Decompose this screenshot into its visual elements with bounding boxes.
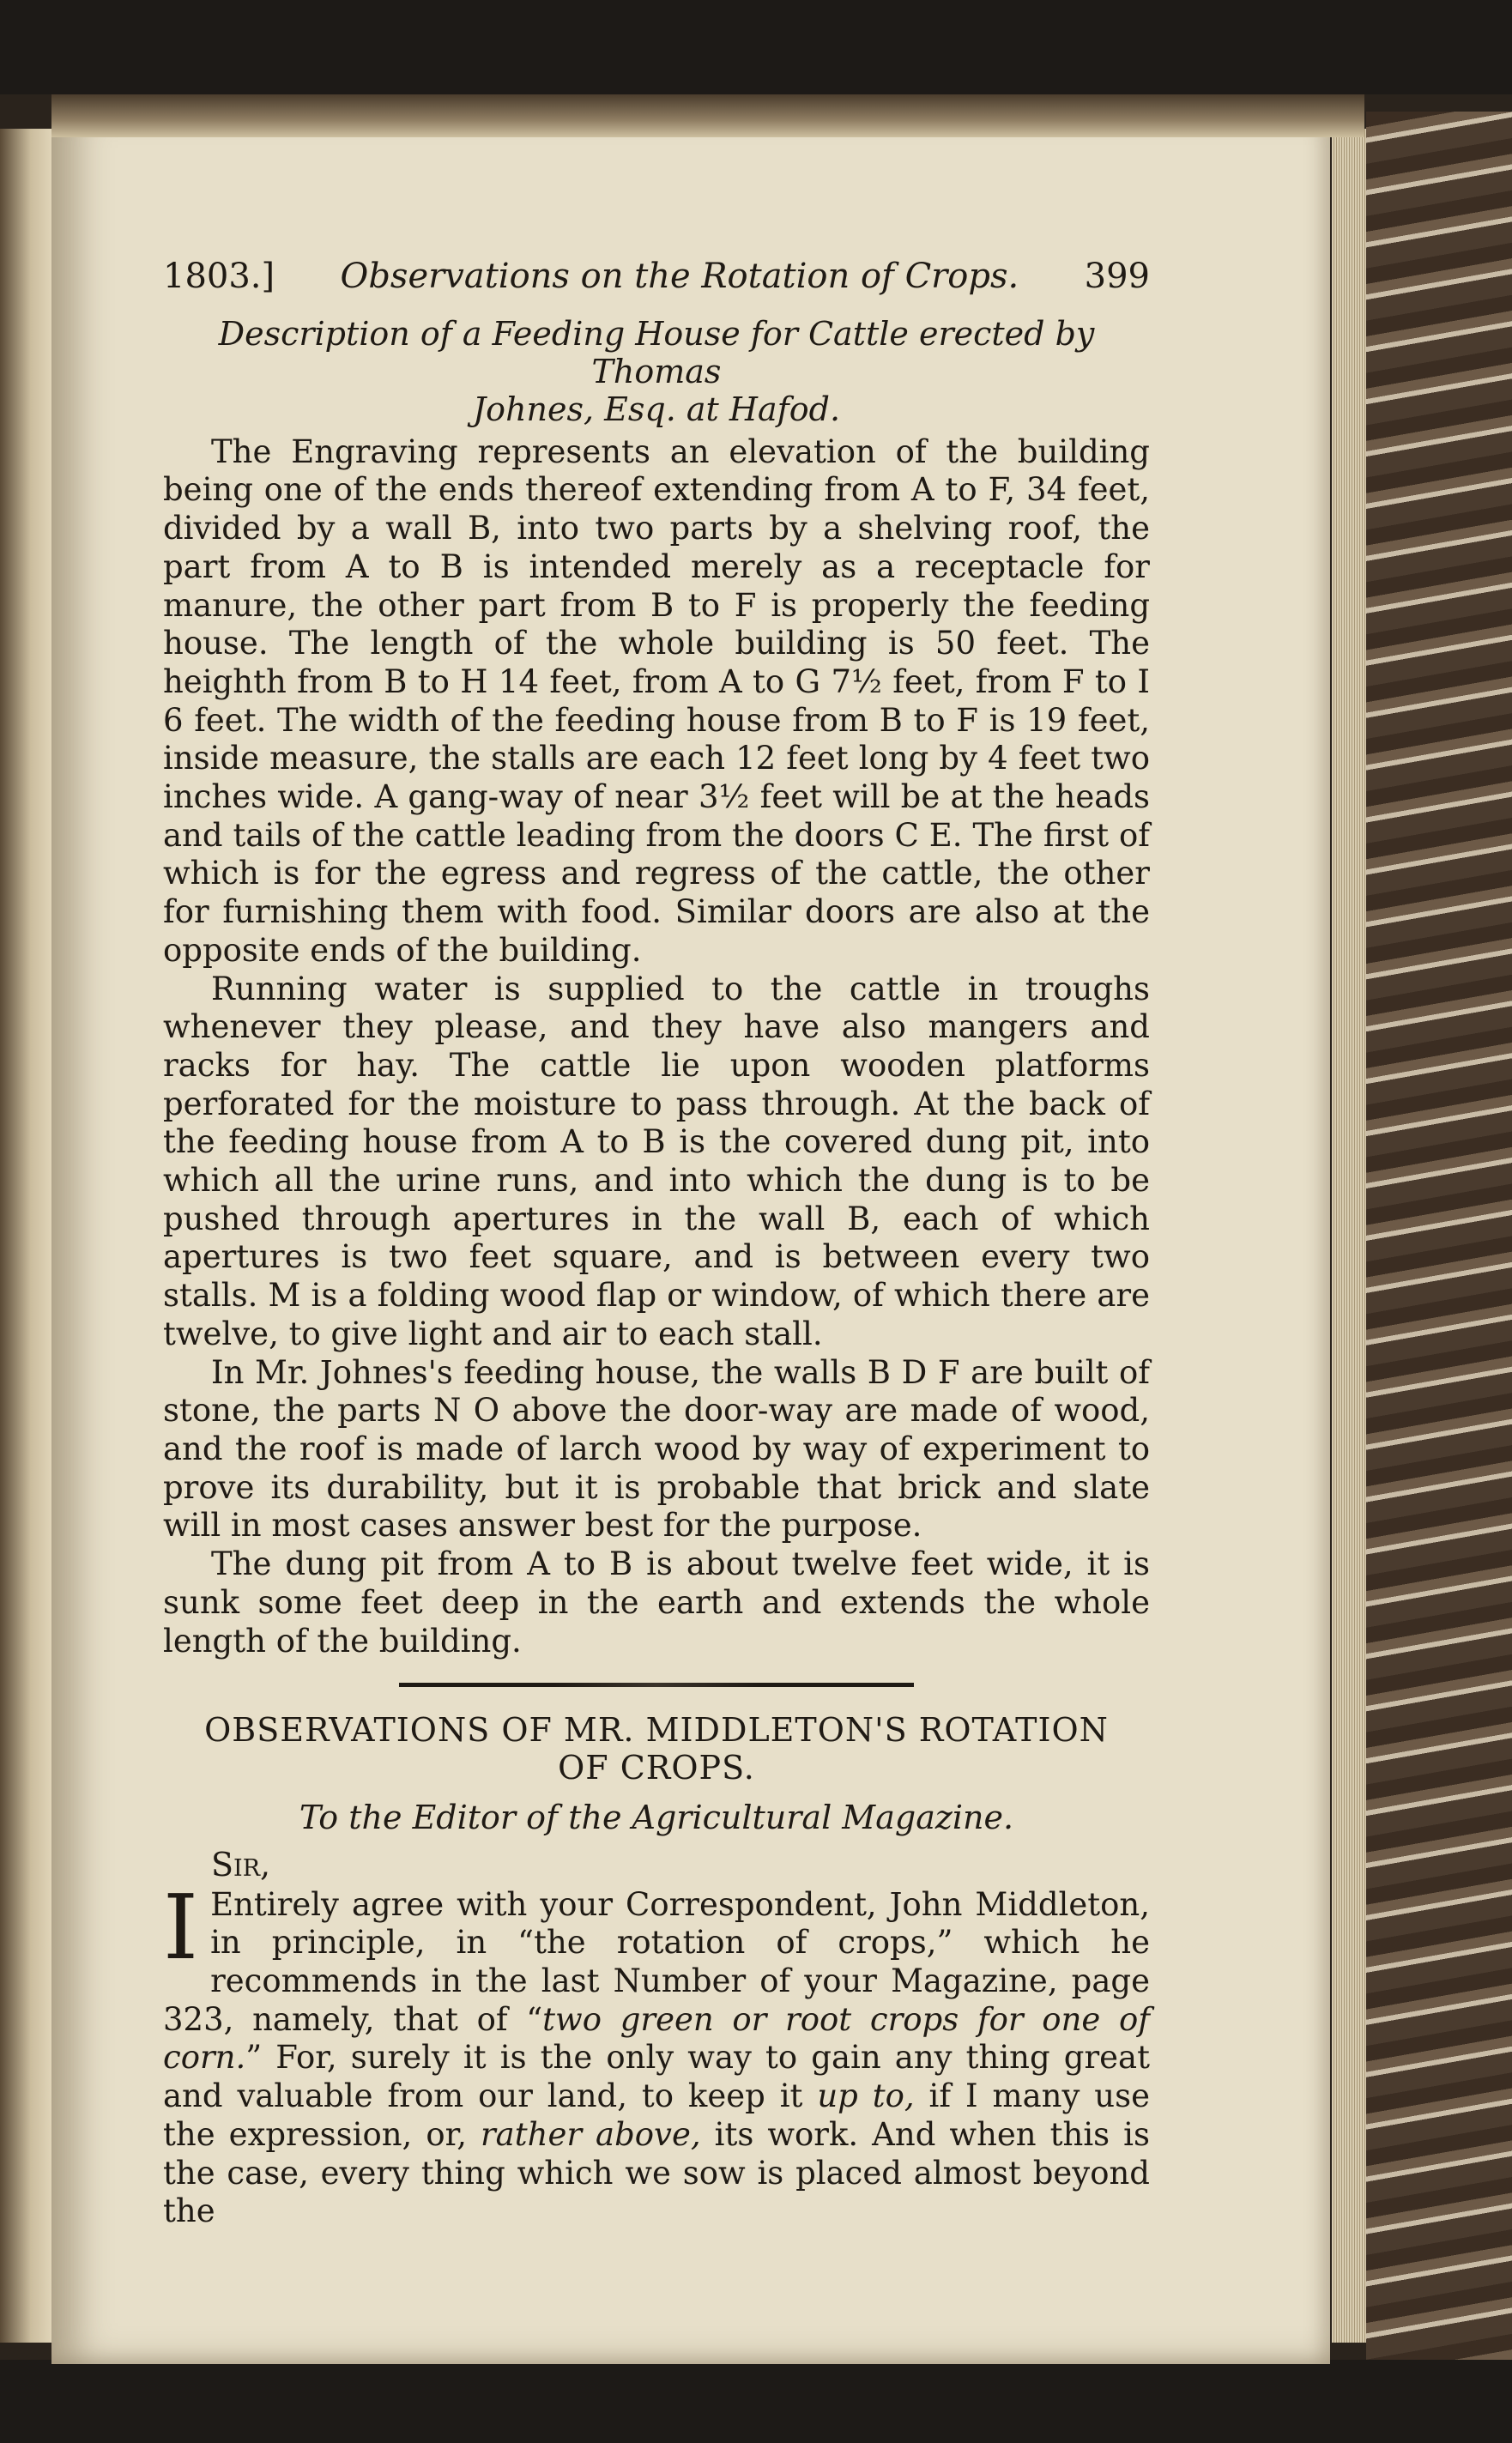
page-text (163, 257, 1150, 2231)
article-heading-line2: Johnes, Esq. at Hafod. (472, 390, 841, 428)
salutation: Sir, (211, 1845, 271, 1884)
marbled-cover-edge (1366, 112, 1512, 2360)
article-paragraph: The Engraving represents an elevation of the building being one of the ends thereof extending from A to F, 34 feet, divided by a wall B, into two parts by a shelving roof, the part from A to B is intended merely as a receptacle for manure, the other part from B to F is properly the feeding house. The length of the whole building is 50 feet. The heighth from B to H 14 feet, from A to G 7½ feet, from F to I 6 feet. The width of the feeding house from B to F is 19 feet, inside measure, the stalls are each 12 feet long by 4 feet two inches wide. A gang-way of near 3½ feet will be at the heads and tails of the cattle leading from the doors C E. The first of which is for the egress and regress of the cattle, the other for furnishing them with food. Similar doors are also at the opposite ends of the building. (163, 432, 1150, 969)
letter-emphasis: up to, (817, 2077, 915, 2115)
letter-text: if I many use the expression, or, (163, 2077, 1150, 2153)
left-page-edge (0, 129, 51, 2343)
section-title-line2: OF CROPS. (558, 1749, 755, 1787)
drop-cap: I (163, 1874, 199, 1980)
letter-text: its work. And when this is the case, every thing which we sow is placed almost beyond the (163, 2115, 1150, 2230)
section-subtitle: To the Editor of the Agricultural Magazine. (299, 1799, 1014, 1837)
article-paragraph: In Mr. Johnes's feeding house, the walls B D F are built of stone, the parts N O above the door-way are made of wood, and the roof is made of larch wood by way of experiment to prove its durability, but it is probable that brick and slate will in most cases answer best for the purpose. (163, 1353, 1150, 1545)
letter-text: ” For, surely it is the only way to gain any thing great and valuable from our land, to keep it (163, 2039, 1150, 2115)
page-stack-edge (1332, 129, 1366, 2343)
running-head-year: 1803.] (163, 257, 275, 296)
section-title-line1: OBSERVATIONS OF MR. MIDDLETON'S ROTATION (204, 1711, 1109, 1750)
running-head-title: Observations on the Rotation of Crops. (340, 257, 1019, 296)
section-divider-rule (399, 1683, 914, 1687)
letter-body (163, 1874, 1150, 2231)
page-number: 399 (1084, 257, 1150, 296)
page-top-binding (51, 94, 1364, 137)
letter-quote: two green or root crops for one of corn. (163, 2000, 1150, 2077)
letter-text: Entirely agree with your Correspondent, John Middleton, in principle, in “the rotation of crops,” which he recommends in the last Number of your Magazine, page 323, namely, that of “ (163, 1885, 1150, 2038)
article-paragraph: Running water is supplied to the cattle in troughs whenever they please, and they have also mangers and racks for hay. The cattle lie upon wooden platforms perforated for the moisture to pass through. At the back of the feeding house from A to B is the covered dung pit, into which all the urine runs, and into which the dung is to be pushed through apertures in the wall B, each of which apertures is two feet square, and is between every two stalls. M is a folding wood flap or window, of which there are twelve, to give light and air to each stall. (163, 970, 1150, 1352)
letter-emphasis: rather above, (481, 2115, 701, 2153)
section-title (163, 1711, 1150, 1787)
article-heading-line1: Description of a Feeding House for Cattle erected by Thomas (218, 314, 1095, 390)
article-paragraph: The dung pit from A to B is about twelve feet wide, it is sunk some feet deep in the earth and extends the whole length of the building. (163, 1545, 1150, 1660)
article-heading (163, 315, 1150, 428)
running-head (163, 257, 1150, 296)
